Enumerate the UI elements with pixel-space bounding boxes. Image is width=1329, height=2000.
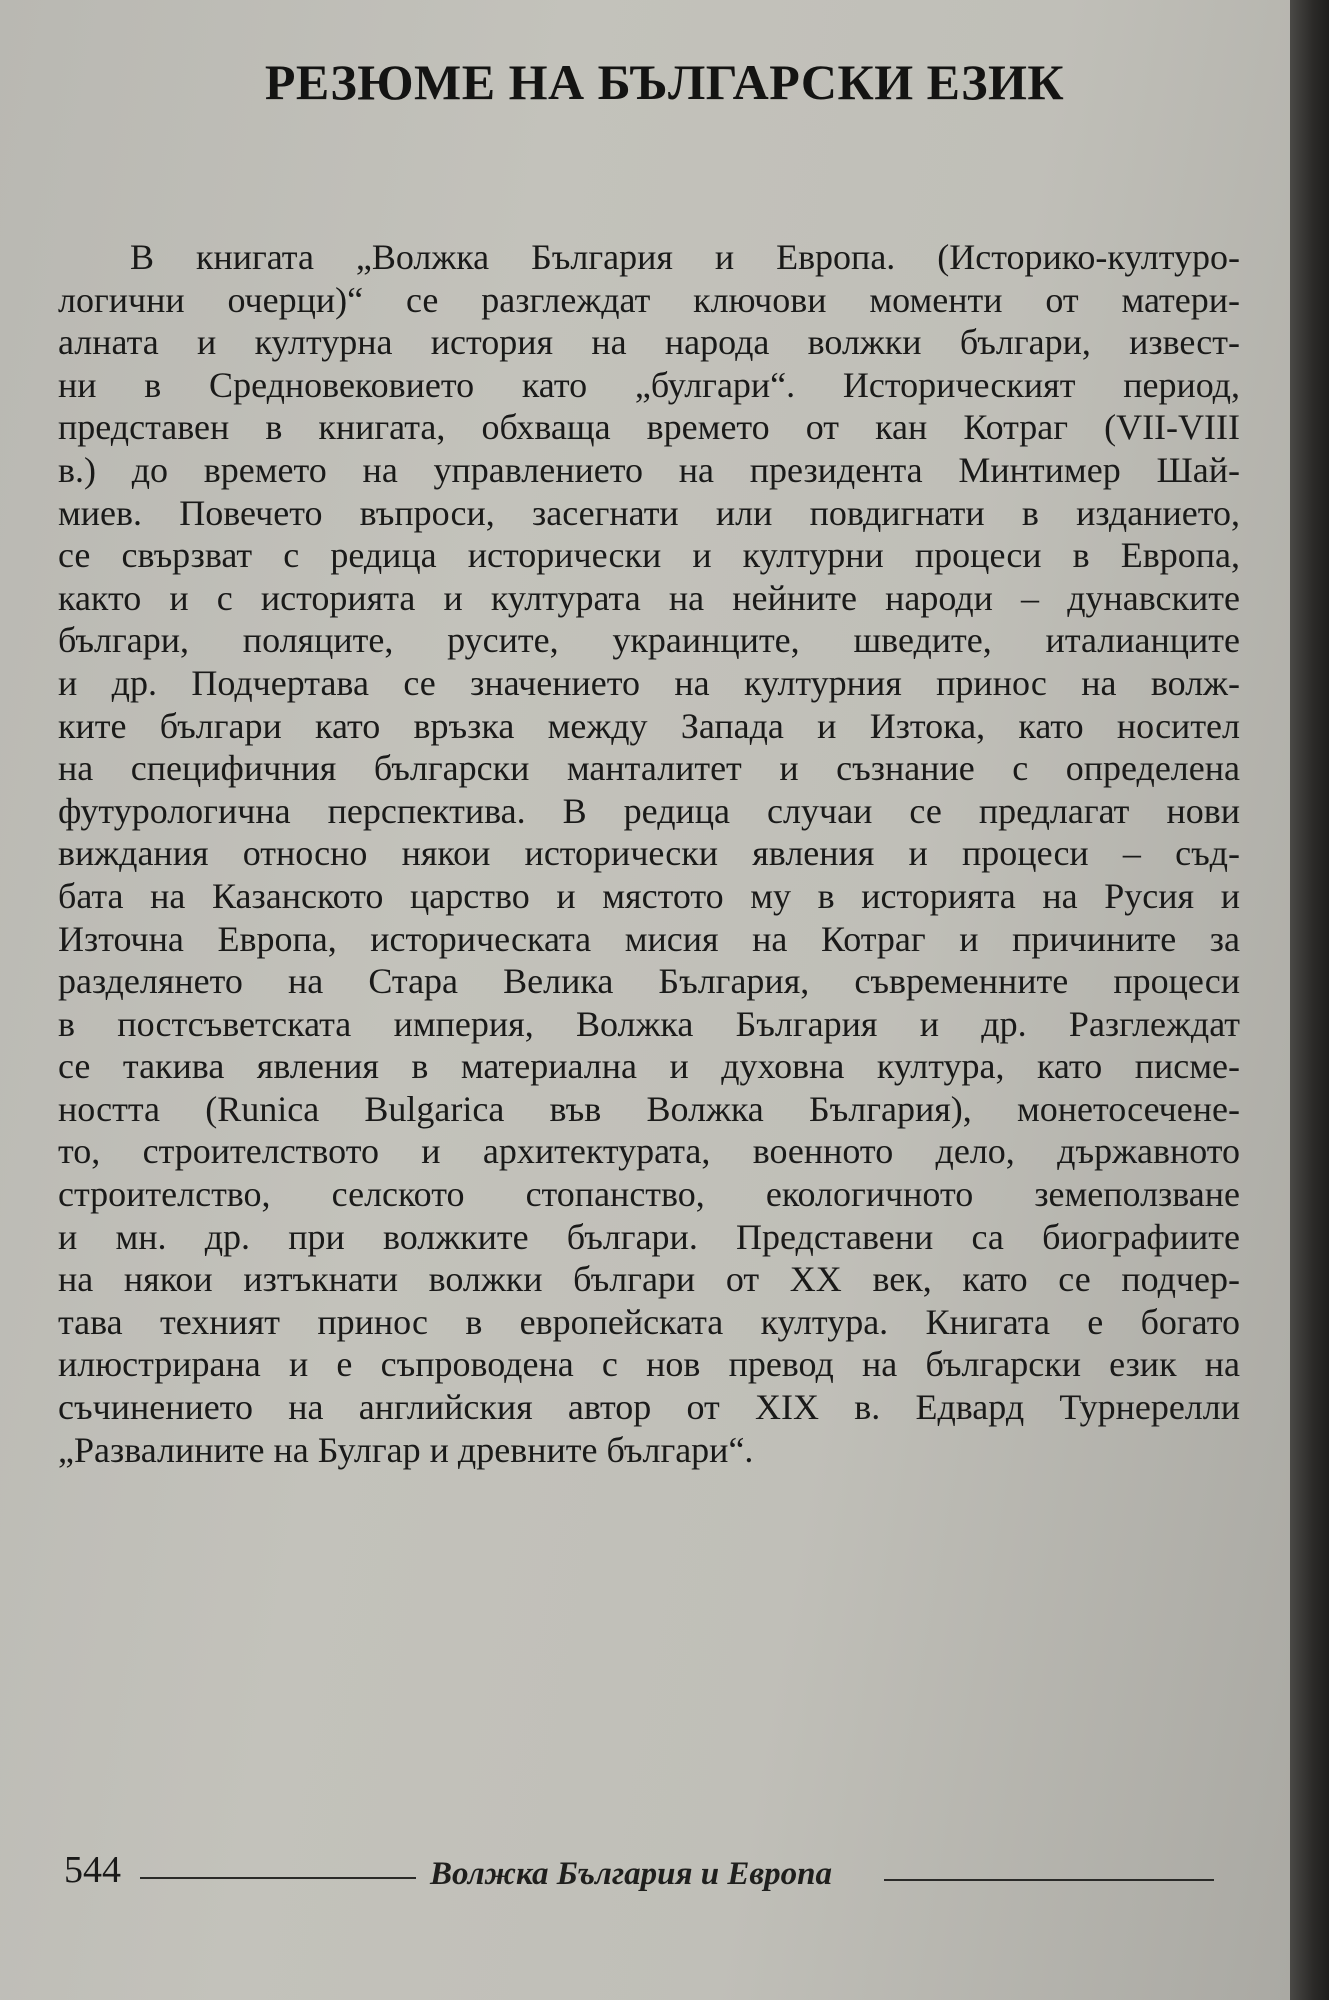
paragraph-line: Източна Европа, историческата мисия на Котраг и причините за bbox=[58, 918, 1240, 959]
paragraph-line: ни в Средновековието като „булгари“. Историческият период, bbox=[58, 364, 1240, 405]
paragraph-line: съчинението на английския автор от XIX в. Едвард Турнерелли bbox=[58, 1387, 1240, 1428]
paragraph-line: и др. Подчертава се значението на културния принос на волж- bbox=[58, 662, 1240, 703]
paragraph-line: футурологична перспектива. В редица случаи се предлагат нови bbox=[58, 790, 1240, 831]
paragraph-line: строителство, селското стопанство, екологичното земеползване bbox=[58, 1174, 1240, 1215]
paragraph-line: както и с историята и културата на нейните народи – дунавските bbox=[58, 577, 1240, 618]
paragraph-line: на специфичния български манталитет и съзнание с определена bbox=[58, 748, 1240, 789]
paragraph-line: виждания относно някои исторически явления и процеси – съд- bbox=[58, 833, 1240, 874]
paragraph-line: бата на Казанското царство и мястото му в историята на Русия и bbox=[58, 875, 1240, 916]
paragraph-line: алната и културна история на народа волжки българи, извест- bbox=[58, 322, 1240, 363]
paragraph-line: ките българи като връзка между Запада и Изтока, като носител bbox=[58, 705, 1240, 746]
running-title: Волжка България и Европа bbox=[430, 1856, 832, 1892]
paragraph-line: то, строителството и архитектурата, военното дело, държавното bbox=[58, 1131, 1240, 1172]
paragraph-line: миев. Повечето въпроси, засегнати или повдигнати в изданието, bbox=[58, 492, 1240, 533]
paragraph-line: ността (Runica Bulgarica във Волжка България), монетосечене- bbox=[58, 1088, 1240, 1129]
paragraph-line: и мн. др. при волжките българи. Представени са биографиите bbox=[58, 1216, 1240, 1257]
paragraph-line: разделянето на Стара Велика България, съвременните процеси bbox=[58, 961, 1240, 1002]
paragraph-line: на някои изтъкнати волжки българи от XX век, като се подчер- bbox=[58, 1259, 1240, 1300]
paragraph-line: В книгата „Волжка България и Европа. (Историко-културо- bbox=[130, 237, 1240, 277]
summary-paragraph bbox=[58, 236, 1240, 1471]
page-number: 544 bbox=[64, 1849, 121, 1891]
page-title: РЕЗЮМЕ НА БЪЛГАРСКИ ЕЗИК bbox=[264, 54, 1065, 110]
paragraph-line: логични очерци)“ се разглеждат ключови моменти от матери- bbox=[58, 279, 1240, 320]
paragraph-line: в.) до времето на управлението на президента Минтимер Шай- bbox=[58, 449, 1240, 490]
paragraph-line: тава техният принос в европейската култура. Книгата е богато bbox=[58, 1301, 1240, 1342]
paragraph-line: „Развалините на Булгар и древните българи“. bbox=[58, 1429, 754, 1470]
footer-rule-right bbox=[884, 1879, 1214, 1881]
book-spine-edge bbox=[1290, 0, 1329, 2000]
paragraph-line: представен в книгата, обхваща времето от кан Котраг (VII-VIII bbox=[58, 407, 1240, 448]
paragraph-line: се такива явления в материална и духовна култура, като писме- bbox=[58, 1046, 1240, 1087]
footer-rule-left bbox=[140, 1877, 416, 1879]
page-footer bbox=[64, 1845, 1214, 1895]
paragraph-line: илюстрирана и е съпроводена с нов превод на български език на bbox=[58, 1344, 1240, 1385]
paragraph-line: в постсъветската империя, Волжка България и др. Разглеждат bbox=[58, 1003, 1240, 1044]
paragraph-line: се свързват с редица исторически и културни процеси в Европа, bbox=[58, 535, 1240, 576]
paragraph-line: българи, поляците, русите, украинците, шведите, италианците bbox=[58, 620, 1240, 661]
